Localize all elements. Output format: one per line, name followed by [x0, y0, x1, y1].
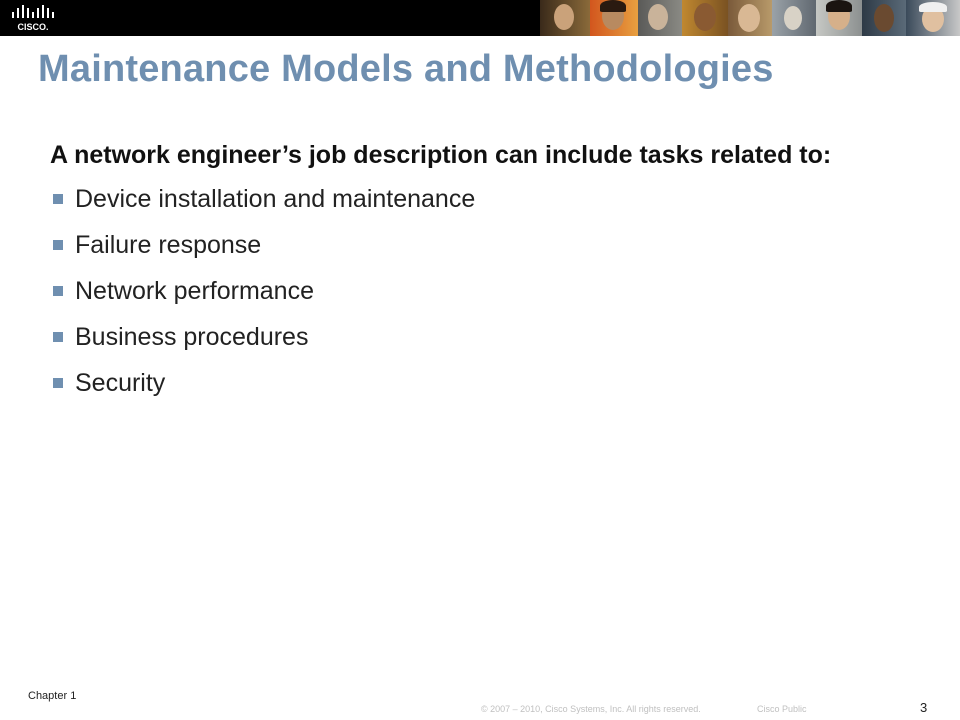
- slide-content: [50, 138, 910, 412]
- header-bar: [0, 0, 960, 36]
- cisco-logo-icon: [8, 3, 60, 33]
- square-bullet-icon: [53, 240, 63, 250]
- svg-text:CISCO.: CISCO.: [17, 22, 49, 32]
- bullet-text: Business procedures: [75, 323, 309, 351]
- chapter-label: Chapter 1: [28, 690, 77, 702]
- bullet-item: [50, 274, 910, 320]
- bullet-item: [50, 366, 910, 412]
- classification-label: Cisco Public: [757, 704, 807, 714]
- bullet-list: [50, 182, 910, 412]
- bullet-item: [50, 182, 910, 228]
- slide-title: Maintenance Models and Methodologies: [38, 48, 774, 90]
- bullet-item: [50, 228, 910, 274]
- square-bullet-icon: [53, 194, 63, 204]
- bullet-text: Security: [75, 369, 166, 397]
- square-bullet-icon: [53, 332, 63, 342]
- square-bullet-icon: [53, 286, 63, 296]
- bullet-text: Failure response: [75, 231, 262, 259]
- square-bullet-icon: [53, 378, 63, 388]
- bullet-text: Network performance: [75, 277, 314, 305]
- page-number: 3: [920, 700, 928, 715]
- copyright-notice: © 2007 – 2010, Cisco Systems, Inc. All rights reserved.: [481, 704, 701, 714]
- intro-text: A network engineer’s job description can include tasks related to:: [50, 141, 832, 169]
- bullet-text: Device installation and maintenance: [75, 185, 476, 213]
- people-photo-strip-icon: [540, 0, 960, 36]
- bullet-item: [50, 320, 910, 366]
